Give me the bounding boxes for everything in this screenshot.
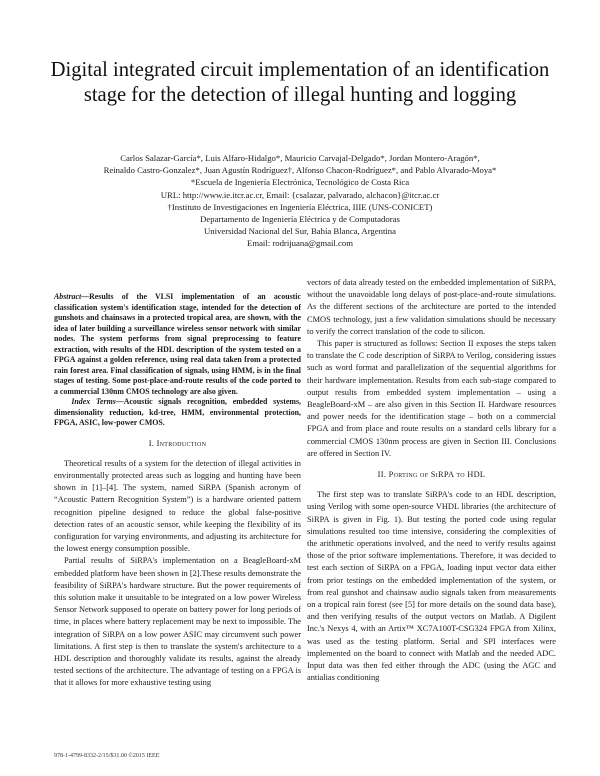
section-heading-porting: II. Porting of SiRPA to HDL <box>377 470 486 480</box>
author-block <box>40 152 560 250</box>
affiliation-line: Email: rodrijuana@gmail.com <box>247 238 353 249</box>
affiliation-line: †Instituto de Investigaciones en Ingeniería Eléctrica, IIIE (UNS-CONICET) <box>167 201 433 212</box>
paragraph: This paper is structured as follows: Section II exposes the steps taken to translate the C code description of SiRPA to Verilog, considering issues such as word format and parallelization of the sequential algorithms for their hardware implementation. Results from each sub-stage compared to output results from embedded system implementation – using a BeagleBoard-xM – are also given in this Section II. Hardware resources and power needs for the identification stage – both on a commercial FPGA and from place and route results on a standard cells library for a commercial CMOS 130nm process are given in Section III. Conclusions are offered in Section IV. <box>307 339 556 458</box>
affiliation-line: URL: http://www.ie.itcr.ac.cr, Email: {csalazar, palvarado, alchacon}@itcr.ac.cr <box>160 189 440 200</box>
paragraph: The first step was to translate SiRPA's code to an HDL description, using Verilog with some open-source VHDL libraries (the architecture of SiRPA is given in Fig. 1). But testing the ported code using regular simulations resulted too time intensive, considering the complexities of the arithmetic operations involved, and the need to verify results against those of the prior software implementations. Therefore, it was decided to test each section of SiRPA on a FPGA, loading input vector data either from prior testings on the embedded implementation of the system, or from real gunshot and chainsaw audio signals taken from measurements on a tropical rain forest (see [5] for more details on the sound data base), and then verifying results of the output vectors on Matlab. A Digilent Inc.'s Nexys 4, with an Artix™ XC7A100T-CSG324 FPGA from Xilinx, was used as the testing platform. Serial and SPI interfaces were implemented on the board to connect with Matlab and the needed ADC. Input data was then fed either through the ADC (using the AGC and antialias conditioning <box>307 490 556 683</box>
affiliation-line: Departamento de Ingeniería Eléctrica y de Computadoras <box>200 214 400 225</box>
abstract-text: —Results of the VLSI implementation of an acoustic classification system's identification stage, intended for the detection of gunshots and chainsaws in a protected tropical area, are shown, with the idea of later building a surveillance wireless sensor network with similar nodes. The system performs from signal preprocessing to feature extraction, with results of the HDL description of the system tested on a FPGA against a golden reference, using real data taken from a protected rain forest area. Final classification of signals, using HMM, is in the final stages of testing. Some post-place-and-route results of the code ported to a commercial 130nm CMOS technology are also given. <box>54 292 301 396</box>
abstract-lead: Abstract <box>54 292 82 301</box>
paragraph: Partial results of SiRPA's implementation on a BeagleBoard-xM embedded platform have been shown in [2].These results demonstrate the feasibility of SiRPA's hardware structure. But the power requirements of this solution make it unsuitable to be integrated on a low power Wireless Sensor Network supposed to operate on battery power for long periods of time, in places where battery replacement may be next to impossible. The integration of SiRPA on a low power ASIC may circumvent such power limitations. A first step is then to translate the system's architecture to a HDL description and thoroughly validate its results, against the already tested sections of the architecture. The advantage of testing on a FPGA is that it allows for more exhaustive testing using <box>54 556 301 688</box>
section-heading-introduction: I. Introduction <box>148 438 207 448</box>
paragraph: vectors of data already tested on the embedded implementation of SiRPA, without the unavoidable long delays of post-place-and-route simulations. As the different sections of the architecture are ported to the intended CMOS technology, just a few validation simulations should be necessary to verify the correct translation of the code to silicon. <box>307 278 556 336</box>
paragraph: Theoretical results of a system for the detection of illegal activities in environmentally protected areas such as logging and hunting have been shown in [1]–[4]. The system, named SiRPA (Spanish acronym of “Acoustic Pattern Recognition System”) is a hardware oriented pattern recognition pipeline designed to reduce the global false-positive detection rates of an acoustic sensor, while keeping the flexibility of its configuration for varying environments, and adjusting its architecture for the lowest energy consumption possible. <box>54 458 301 554</box>
affiliation-line: Universidad Nacional del Sur, Bahía Blanca, Argentina <box>203 226 396 237</box>
author-line: Reinaldo Castro-Gonzalez*, Juan Agustín Rodríguez†, Alfonso Chacon-Rodríguez*, and Pablo Alvarado-Moya* <box>103 165 497 176</box>
author-line: Carlos Salazar-García*, Luis Alfaro-Hidalgo*, Mauricio Carvajal-Delgado*, Jordan Montero-Aragón*, <box>120 153 480 163</box>
copyright-footer: 978-1-4799-8332-2/15/$31.00 ©2015 IEEE <box>54 753 160 759</box>
index-terms-text: —Acoustic signals recognition, embedded systems, dimensionality reduction, kd-tree, HMM, environmental protection, FPGA, ASIC, low-power CMOS. <box>54 397 301 427</box>
affiliation-line: *Escuela de Ingeniería Electrónica, Tecnológico de Costa Rica <box>190 177 410 188</box>
right-column <box>307 277 556 685</box>
abstract <box>54 292 301 397</box>
left-column <box>54 292 301 690</box>
index-terms <box>54 397 301 429</box>
paper-title: Digital integrated circuit implementation of an identification stage for the detection of illegal hunting and logging <box>50 59 550 106</box>
index-terms-lead: Index Terms <box>71 397 116 406</box>
